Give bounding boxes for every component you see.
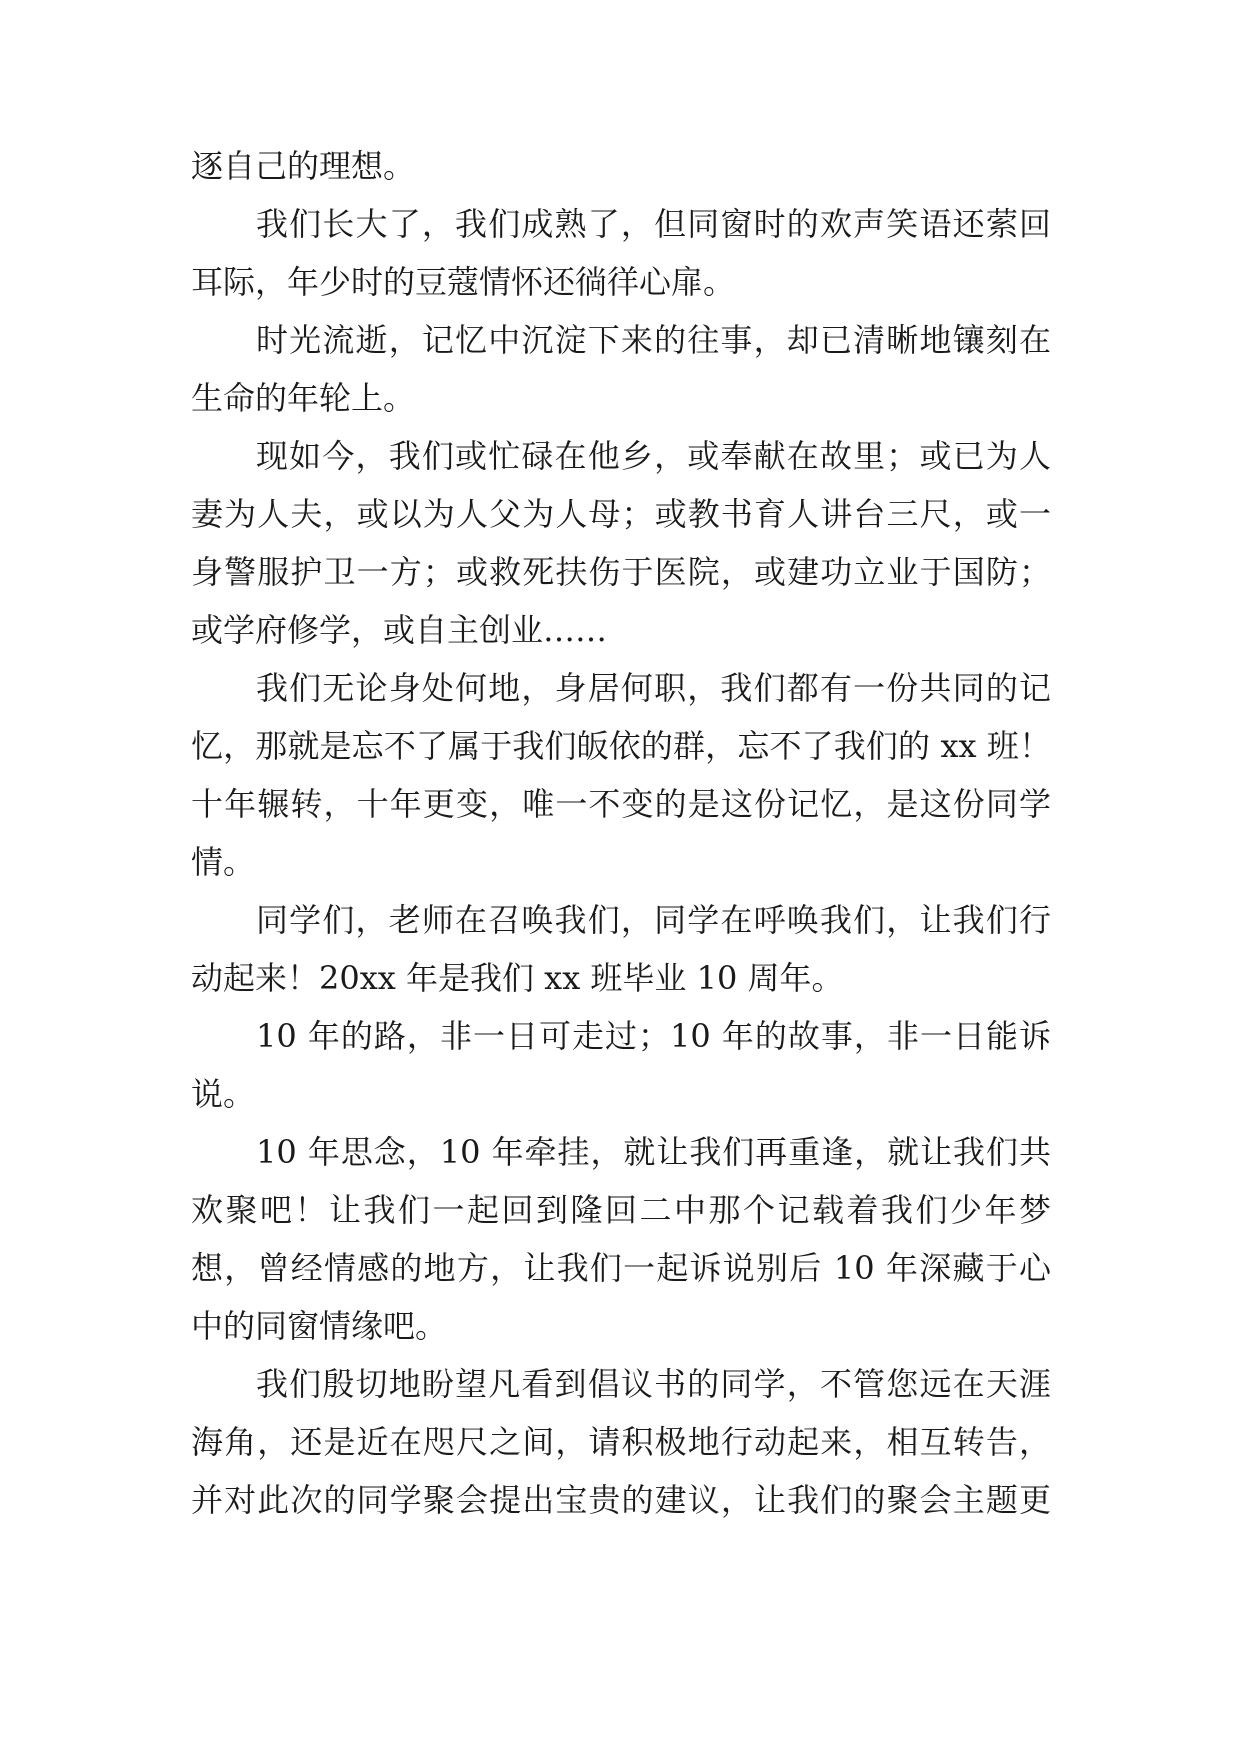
text-line: 动起来！20xx 年是我们 xx 班毕业 10 周年。	[191, 959, 844, 997]
text-line: 情。	[191, 843, 256, 881]
text-line: 时光流逝，记忆中沉淀下来的往事，却已清晰地镶刻在	[256, 321, 1051, 359]
text-line: 说。	[191, 1075, 256, 1113]
text-line: 想，曾经情感的地方，让我们一起诉说别后 10 年深藏于心	[191, 1249, 1051, 1287]
text-line: 妻为人夫，或以为人父为人母；或教书育人讲台三尺，或一	[191, 495, 1051, 533]
text-line: 10 年的路，非一日可走过；10 年的故事，非一日能诉	[256, 1017, 1051, 1055]
text-line: 十年辗转，十年更变，唯一不变的是这份记忆，是这份同学	[191, 785, 1051, 823]
text-line: 欢聚吧！让我们一起回到隆回二中那个记载着我们少年梦	[191, 1191, 1051, 1229]
text-line: 我们无论身处何地，身居何职，我们都有一份共同的记	[256, 669, 1051, 707]
text-line: 我们殷切地盼望凡看到倡议书的同学，不管您远在天涯	[256, 1365, 1051, 1403]
text-line: 并对此次的同学聚会提出宝贵的建议，让我们的聚会主题更	[191, 1481, 1051, 1519]
text-line: 身警服护卫一方；或救死扶伤于医院，或建功立业于国防；	[191, 553, 1051, 591]
text-line: 生命的年轮上。	[191, 379, 416, 417]
text-line: 忆，那就是忘不了属于我们皈依的群，忘不了我们的 xx 班！	[191, 727, 1051, 765]
text-line: 海角，还是近在咫尺之间，请积极地行动起来，相互转告，	[191, 1423, 1051, 1461]
text-line: 逐自己的理想。	[191, 147, 416, 185]
text-line: 10 年思念，10 年牵挂，就让我们再重逢，就让我们共	[256, 1133, 1051, 1171]
text-line: 现如今，我们或忙碌在他乡，或奉献在故里；或已为人	[256, 437, 1051, 475]
text-line: 耳际，年少时的豆蔻情怀还徜徉心扉。	[191, 263, 736, 301]
text-line: 同学们，老师在召唤我们，同学在呼唤我们，让我们行	[256, 901, 1051, 939]
text-line: 我们长大了，我们成熟了，但同窗时的欢声笑语还萦回	[256, 205, 1051, 243]
text-line: 或学府修学，或自主创业……	[191, 611, 608, 649]
text-line: 中的同窗情缘吧。	[191, 1307, 448, 1345]
